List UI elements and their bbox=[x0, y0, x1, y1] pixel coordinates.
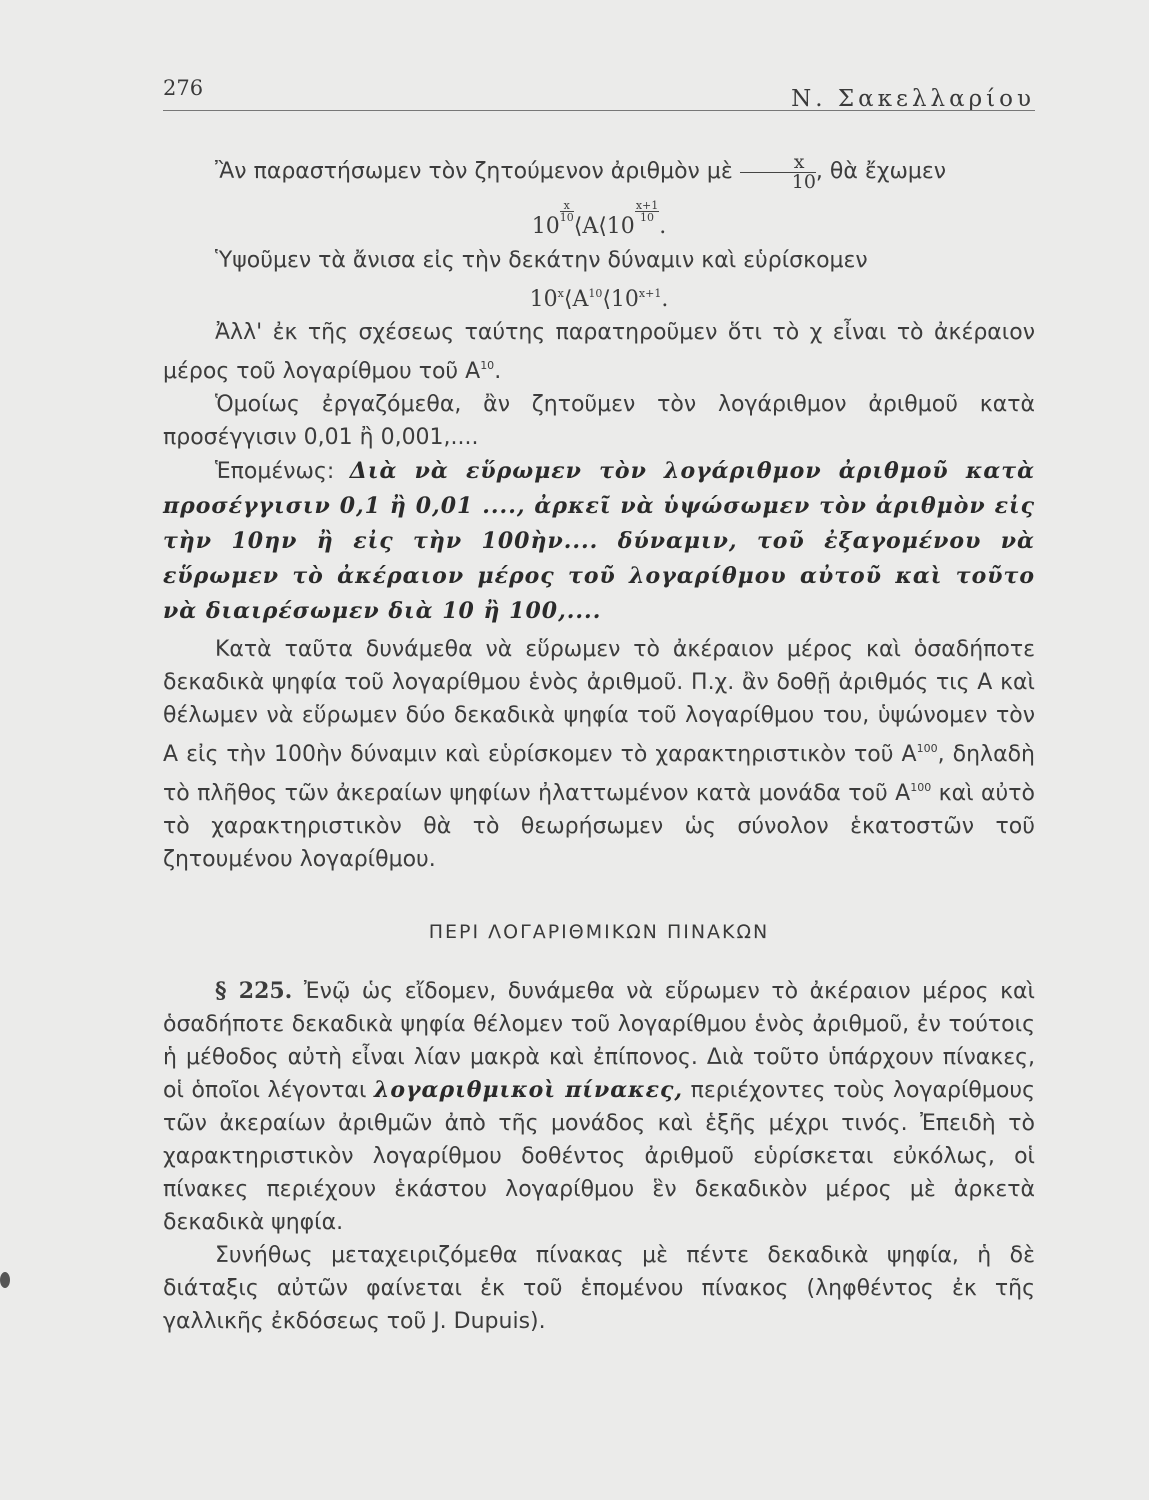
running-head: Ν. Σακελλαρίου bbox=[791, 86, 1035, 112]
intro-text-end: , θὰ ἔχωμεν bbox=[815, 159, 947, 184]
header-rule bbox=[163, 110, 1035, 111]
ineq2-end: . bbox=[661, 287, 669, 312]
fraction-x-over-10 bbox=[740, 150, 816, 193]
ineq1-middle: ⟨A⟨10 bbox=[573, 214, 635, 239]
ineq1-exponent-2 bbox=[635, 200, 659, 223]
section-number: § 225. bbox=[215, 978, 293, 1004]
paragraph-raise-powers: Ὑψοῦμεν τὰ ἄνισα εἰς τὴν δεκάτην δύναμιν καὶ εὑρίσκομεν bbox=[215, 248, 868, 273]
ineq1-exp1-num: x bbox=[560, 200, 574, 212]
ineq1-exp2-num: x+1 bbox=[635, 199, 659, 212]
p6-exp2: 100 bbox=[910, 781, 932, 794]
ineq2-a: 10 bbox=[529, 287, 558, 312]
paragraph-225 bbox=[163, 975, 1035, 1239]
page-body bbox=[163, 152, 1035, 1338]
ineq2-b: ⟨A bbox=[563, 287, 589, 312]
intro-text: Ἂν παραστήσωμεν τὸν ζητούμενον ἀριθμὸν μὲ bbox=[215, 159, 733, 184]
ineq1-end: . bbox=[659, 214, 667, 239]
fraction-denominator: 10 bbox=[791, 170, 816, 193]
p7-term: λογαριθμικοὶ πίνακες, bbox=[373, 1077, 684, 1103]
p3-exp: 10 bbox=[480, 359, 495, 372]
p6-text-b: , δηλαδὴ τὸ πλῆθος τῶν ἀκεραίων ψηφίων ἠλαττωμένον κατὰ μονάδα τοῦ A bbox=[163, 742, 1035, 806]
page-header bbox=[163, 76, 1035, 114]
ineq2-c-exp: x+1 bbox=[638, 287, 662, 300]
ineq1-base: 10 bbox=[531, 214, 560, 239]
inequality-1 bbox=[163, 200, 1035, 244]
paragraph-integer-part bbox=[163, 316, 1035, 388]
section-heading: ΠΕΡΙ ΛΟΓΑΡΙΘΜΙΚΩΝ ΠΙΝΑΚΩΝ bbox=[428, 921, 770, 943]
ineq2-c: ⟨10 bbox=[602, 287, 639, 312]
paragraph-example bbox=[163, 633, 1035, 876]
rule-lead: Ἑπομένως: bbox=[215, 459, 335, 484]
paragraph-similarly: Ὁμοίως ἐργαζόμεθα, ἂν ζητοῦμεν τὸν λογάριθμον ἀριθμοῦ κατὰ προσέγγισιν 0,01 ἢ 0,001,.... bbox=[163, 392, 1035, 450]
ineq2-b-exp: 10 bbox=[588, 287, 603, 300]
ineq1-exp1-den: 10 bbox=[559, 211, 574, 224]
ink-smudge bbox=[0, 1272, 10, 1288]
p7-text-b: περιέχοντες τοὺς λογαρίθμους τῶν ἀκεραίων ἀριθμῶν ἀπὸ τῆς μονάδος καὶ ἑξῆς μέχρι τινός. Ἐπειδὴ τὸ χαρακτηριστικὸν λογαρίθμου δοθέντος ἀριθμοῦ εὑρίσκεται εὐκόλως, οἱ πίνακες περιέχουν ἑκάστου λογαρίθμου ἓν δεκαδικὸν μέρος μὲ ἀρκετὰ δεκαδικὰ ψηφία. bbox=[163, 1078, 1035, 1235]
ineq1-exponent-1 bbox=[560, 200, 574, 223]
ineq1-exp2-den: 10 bbox=[640, 211, 655, 224]
rule-statement: Διὰ νὰ εὕρωμεν τὸν λογάριθμον ἀριθμοῦ κατὰ προσέγγισιν 0,1 ἢ 0,01 ...., ἀρκεῖ νὰ ὑψώσωμεν τὸν ἀριθμὸν εἰς τὴν 10ην ἢ εἰς τὴν 100ὴν.... δύναμιν, τοῦ ἐξαγομένου νὰ εὕρωμεν τὸ ἀκέραιον μέρος τοῦ λογαρίθμου αὐτοῦ καὶ τοῦτο νὰ διαιρέσωμεν διὰ 10 ἢ 100,.... bbox=[163, 458, 1035, 624]
p6-exp1: 100 bbox=[916, 742, 938, 755]
paragraph-five-digit-tables: Συνήθως μεταχειριζόμεθα πίνακας μὲ πέντε δεκαδικὰ ψηφία, ἡ δὲ διάταξις αὐτῶν φαίνεται ἐκ τοῦ ἑπομένου πίνακος (ληφθέντος ἐκ τῆς γαλλικῆς ἐκδόσεως τοῦ J. Dupuis). bbox=[163, 1243, 1035, 1334]
ineq2-a-exp: x bbox=[557, 287, 564, 300]
p3-end: . bbox=[494, 359, 502, 384]
intro-line bbox=[163, 152, 1035, 192]
p7-text-a: Ἐνῷ ὡς εἴδομεν, δυνάμεθα νὰ εὕρωμεν τὸ ἀκέραιον μέρος καὶ ὁσαδήποτε δεκαδικὰ ψηφία θέλομεν τοῦ λογαρίθμου ἑνὸς ἀριθμοῦ, ἐν τούτοις ἡ μέθοδος αὐτὴ εἶναι λίαν μακρὰ καὶ ἐπίπονος. Διὰ τοῦτο ὑπάρχουν πίνακες, οἱ ὁποῖοι λέγονται bbox=[163, 979, 1035, 1103]
paragraph-rule bbox=[163, 454, 1035, 629]
p3-text: Ἀλλ' ἐκ τῆς σχέσεως ταύτης παρατηροῦμεν ὅτι τὸ χ εἶναι τὸ ἀκέραιον μέρος τοῦ λογαρίθμου τοῦ A bbox=[163, 320, 1035, 384]
page-number: 276 bbox=[163, 76, 204, 100]
p6-text-a: Κατὰ ταῦτα δυνάμεθα νὰ εὕρωμεν τὸ ἀκέραιον μέρος καὶ ὁσαδήποτε δεκαδικὰ ψηφία τοῦ λογαρίθμου ἑνὸς ἀριθμοῦ. Π.χ. ἂν δοθῇ ἀριθμός τις A καὶ θέλωμεν νὰ εὕρωμεν δύο δεκαδικὰ ψηφία τοῦ λογαρίθμου του, ὑψώνομεν τὸν A εἰς τὴν 100ὴν δύναμιν καὶ εὑρίσκομεν τὸ χαρακτηριστικὸν τοῦ A bbox=[163, 637, 1035, 767]
inequality-2 bbox=[163, 277, 1035, 316]
fraction-numerator: x bbox=[740, 153, 816, 173]
p6-text-c: καὶ αὐτὸ τὸ χαρακτηριστικὸν θὰ τὸ θεωρήσωμεν ὡς σύνολον ἑκατοστῶν τοῦ ζητουμένου λογαρίθμου. bbox=[163, 781, 1035, 872]
